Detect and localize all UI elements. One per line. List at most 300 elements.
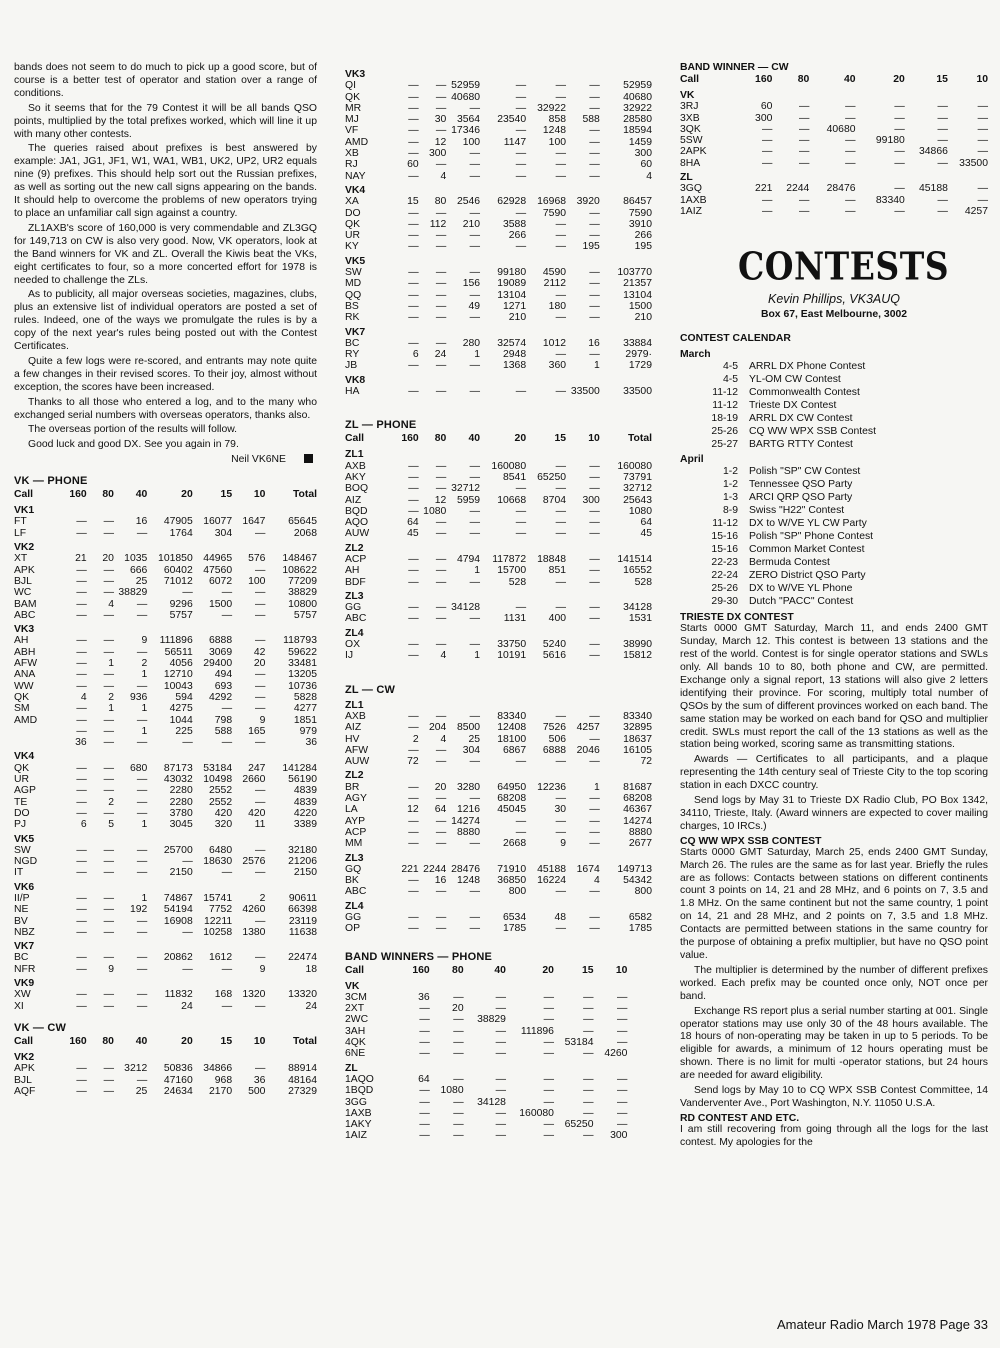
table-row [14,808,317,819]
table-row [680,183,988,194]
call-cell: ACP [345,826,367,838]
score-cell: — [408,218,419,230]
calendar-contest-name: Trieste DX Contest [749,400,837,412]
score-cell: 2677 [628,838,652,850]
group-label: VK [345,980,360,992]
calendar-entry [680,373,988,386]
score-cell: 7526 [542,722,567,734]
group-row [14,539,317,553]
paragraph: Send logs by May 31 to Trieste DX Radio Club, PO Box 1342, 34110, Trieste, Italy. (Award winners are expected to cover mailing charges, 10 IRCs.) [680,795,988,832]
score-cell: 8541 [502,471,527,483]
score-cell: — [408,460,419,472]
score-cell: 73791 [623,471,652,483]
paragraph: bands does not seem to do much to pick up a good score, but of course is a better test of operator and station over a range of conditions. [14,62,317,99]
score-cell: — [555,80,567,92]
col-header: 15 [936,74,948,85]
paragraph: Quite a few logs were re-scored, and entrants may note quite a few changes in their revised scores. To their joy, almost without exception, the scores have been increased. [14,355,317,393]
col-header: 10 [253,489,266,501]
calendar-contest-name: CQ WW WPX SSB Contest [749,426,877,438]
score-cell: 10800 [288,598,317,610]
score-cell: 7590 [628,207,652,219]
score-cell: 1729 [628,360,652,372]
score-cell: 108622 [282,564,317,576]
score-cell: — [762,135,773,147]
score-cell: 400 [548,613,567,625]
score-cell: 1012 [542,337,567,349]
score-cell: 594 [175,691,193,703]
score-cell: 5757 [293,609,317,621]
score-cell: 1320 [242,989,266,1001]
score-cell: 6 [80,819,87,831]
score-cell: — [555,517,567,529]
score-cell: — [103,856,114,868]
call-cell: 3AH [345,1025,366,1037]
score-cell: — [435,613,447,625]
score-cell: 45188 [537,863,567,875]
table-row [345,159,652,170]
score-cell: — [617,1085,628,1097]
score-cell: — [617,1073,628,1085]
vk-phone-heading: VK — PHONE [14,475,88,488]
score-cell: — [515,170,527,182]
score-cell: 156 [462,278,481,290]
score-cell: 300 [582,494,600,506]
score-cell: — [408,722,419,734]
table-row [14,516,317,527]
score-cell: — [543,1085,554,1097]
score-cell: — [408,815,419,827]
score-cell: — [515,80,527,92]
score-cell: 20862 [163,952,193,964]
score-cell: — [515,91,527,103]
score-cell: 6888 [208,635,233,647]
score-cell: — [408,602,419,614]
score-cell: — [589,312,600,324]
score-cell: 2280 [169,796,193,808]
score-cell: 148467 [282,553,317,565]
score-cell: 160080 [491,460,527,472]
score-cell: 52959 [623,80,652,92]
score-cell: 4794 [456,553,481,565]
score-cell: — [408,744,419,756]
score-cell: 44965 [203,553,233,565]
score-cell: 111896 [159,635,193,647]
score-cell: 32922 [623,102,652,114]
score-cell: 141514 [617,553,652,565]
table-row [14,647,317,658]
calendar-entry [680,517,988,530]
call-cell: 6NE [345,1048,366,1060]
score-cell: — [408,639,419,651]
table-row [345,495,652,506]
table-row [345,80,652,91]
score-cell: — [76,658,87,670]
paragraph: The overseas portion of the results will follow. [28,424,238,436]
score-cell: 13205 [288,669,317,681]
score-cell: 17346 [451,125,481,137]
score-cell: — [103,737,114,749]
score-cell: 2280 [169,785,193,797]
score-cell: 21206 [288,856,317,868]
score-cell: — [435,102,447,114]
score-cell: 528 [508,576,527,588]
score-cell: — [103,926,114,938]
score-cell: 1131 [503,613,527,625]
score-cell: 798 [214,714,233,726]
score-cell: 141284 [282,762,317,774]
score-cell: — [76,725,87,737]
calendar-date: 11-12 [712,400,738,412]
score-cell: — [76,796,87,808]
score-cell: — [555,91,567,103]
score-cell: — [555,793,567,805]
score-cell: 2552 [208,785,233,797]
score-cell: — [543,1130,554,1142]
score-cell: 320 [214,819,233,831]
call-cell: RJ [345,159,358,171]
signature [14,454,317,467]
score-cell: — [555,230,567,242]
score-cell: 25 [135,1085,148,1097]
score-cell: — [136,915,148,927]
table-row [680,158,988,169]
col-header: 80 [102,1035,114,1047]
score-cell: 1271 [502,300,527,312]
score-cell: 8704 [542,494,567,506]
score-cell: — [182,926,193,938]
call-cell: VF [345,125,359,137]
score-cell: — [76,989,87,1001]
score-cell: — [221,963,233,975]
score-cell: — [469,148,481,160]
score-cell: — [617,991,628,1003]
score-cell: — [408,912,419,923]
score-cell: 18637 [623,733,652,745]
score-cell: 5 [108,819,114,831]
col-header: Total [292,1035,317,1047]
score-cell: 16105 [623,744,652,756]
score-cell: — [221,609,233,621]
score-cell: — [221,737,233,749]
score-cell: 9 [259,963,266,975]
score-cell: — [894,205,905,217]
call-cell: 2APK [680,146,707,158]
group-row [14,621,317,635]
call-cell: AXB [345,710,366,722]
score-cell: — [589,793,600,805]
call-cell: XW [14,989,31,1001]
score-cell: 1 [141,669,148,681]
score-cell: 2 [412,733,419,745]
table-row [345,230,652,241]
table-row [345,208,652,219]
score-cell: — [103,516,114,528]
col-header: 160 [69,1035,87,1047]
score-cell: 16224 [537,875,567,887]
score-cell: 19089 [497,278,527,290]
score-cell: — [103,575,114,587]
score-cell: — [435,912,447,923]
score-cell: — [136,844,148,856]
score-cell: 28476 [451,863,481,875]
table-row [345,886,652,897]
score-cell: 72 [640,756,652,768]
score-cell: — [617,1003,628,1015]
score-cell: — [589,136,600,148]
score-cell: 3045 [169,819,193,831]
score-cell: — [103,1000,114,1012]
calendar-date: 22-23 [711,557,738,569]
score-cell: — [103,1074,114,1086]
score-cell: 100 [248,575,266,587]
table-row [14,658,317,669]
group-label: VK9 [14,978,35,990]
table-row [345,1014,627,1025]
col-header: Call [680,74,700,85]
table-row [345,650,652,661]
score-cell: 20 [434,781,447,793]
calendar-entry [680,582,988,595]
group-label: VK2 [14,542,35,554]
call-cell: WW [14,680,34,692]
score-cell: 2244 [786,183,810,195]
score-cell: — [435,267,447,279]
table-header-row [14,488,317,502]
score-cell: — [762,146,773,158]
score-cell: — [76,915,87,927]
table-row [345,864,652,875]
score-cell: — [255,915,266,927]
table-row [345,301,652,312]
score-cell: 33500 [959,157,988,169]
score-cell: — [255,587,266,599]
score-cell: — [408,505,419,517]
call-cell: BQD [345,505,368,517]
col-header: 10 [253,1035,266,1047]
score-cell: — [798,146,810,158]
table-row [345,554,652,565]
score-cell: — [515,386,527,398]
score-cell: — [76,575,87,587]
zl-phone-table [345,432,652,661]
table-row [345,1085,627,1096]
score-cell: — [76,609,87,621]
paragraph: So it seems that for the 79 Contest it will be all bands QSO points, multiplied by the total prefixes worked, which will line it up with many other contests. [14,102,317,140]
call-cell: AFW [345,744,369,756]
table-row [680,113,988,124]
score-cell: 4277 [293,703,317,715]
table-row [14,1086,317,1097]
vk-cw-heading: VK — CW [14,1021,67,1034]
call-cell: MM [345,838,363,850]
score-cell: 53184 [203,762,233,774]
score-cell: — [469,756,481,768]
call-cell: NGD [14,856,38,868]
score-cell: — [798,123,810,135]
score-cell: 1459 [628,136,652,148]
group-label: ZL [680,172,693,184]
score-cell: 4 [440,170,447,182]
score-cell: 9 [108,963,114,975]
call-cell: WC [14,587,32,599]
score-cell: 47160 [163,1074,193,1086]
score-cell: 20 [452,1003,464,1015]
score-cell: 666 [129,564,148,576]
score-cell: — [589,102,600,114]
score-cell: — [136,989,148,1001]
table-row [14,904,317,915]
score-cell: 2150 [169,867,193,879]
call-cell: AMD [14,714,38,726]
table-row [345,219,652,230]
score-cell: — [76,844,87,856]
score-cell: — [495,1130,506,1142]
calendar-contest-name: Tennessee QSO Party [749,479,853,491]
table-row [14,599,317,610]
group-label: VK7 [345,326,366,338]
group-label: ZL [345,1062,358,1074]
calendar-entry [680,399,988,412]
score-cell: — [583,1130,594,1142]
score-cell: — [589,505,600,517]
band-winners-phone-table [345,964,627,1142]
score-cell: 1 [474,565,481,577]
score-cell: — [469,517,481,529]
score-cell: 20 [253,658,266,670]
group-row [345,182,652,196]
call-cell [14,726,59,737]
score-cell: — [408,312,419,324]
score-cell: 99180 [875,135,905,147]
table-row [345,506,652,517]
score-cell: — [495,1073,506,1085]
calendar-date: 15-16 [711,531,738,543]
page-footer: Amateur Radio March 1978 Page 33 [776,1317,988,1332]
score-cell: — [543,1014,554,1026]
score-cell: 5757 [169,609,193,621]
score-cell: 7590 [542,207,567,219]
score-cell: — [617,1037,628,1049]
score-cell: 24634 [163,1085,193,1097]
score-cell: 30 [554,804,567,816]
score-cell: — [453,1096,464,1108]
calendar-contest-name: Commonwealth Contest [749,387,860,399]
score-cell: — [255,635,266,647]
score-cell: 33884 [623,337,652,349]
score-cell: 500 [248,1085,266,1097]
score-cell: — [469,912,481,923]
score-cell: — [76,774,87,786]
score-cell: 4839 [293,785,317,797]
score-cell: — [555,815,567,827]
table-row [345,912,652,923]
score-cell: — [469,528,481,540]
score-cell: 34128 [451,602,481,614]
score-cell: — [103,714,114,726]
score-cell: — [76,807,87,819]
group-label: ZL4 [345,627,364,639]
group-label: ZL2 [345,542,364,554]
score-cell: — [408,923,419,935]
call-cell: AIZ [345,722,362,734]
call-cell: XT [14,553,28,565]
table-row [345,461,652,472]
score-cell: 29400 [203,658,233,670]
score-cell: — [435,886,447,898]
col-header: 20 [181,489,193,501]
score-cell: — [589,471,600,483]
score-cell: — [937,123,948,135]
call-cell: II/P [14,892,30,904]
calendar-date: 15-16 [711,544,738,556]
table-row [345,137,652,148]
col-header: Call [14,489,34,501]
score-cell: 64950 [497,781,527,793]
score-cell: 2 [108,691,114,703]
score-cell: — [762,157,773,169]
group-row [14,938,317,952]
paragraph: I am still recovering from going through all the logs for the last contest. My apologies for the [680,1123,988,1148]
rd-heading: RD CONTEST AND ETC. [680,1112,800,1124]
table-row [345,816,652,827]
table-header-row [14,1035,317,1049]
group-row [345,697,652,711]
col-header: 15 [220,489,233,501]
score-cell: 5959 [456,494,481,506]
score-cell: — [453,1025,464,1037]
score-cell: 2552 [208,796,233,808]
score-cell: — [469,102,481,114]
score-cell: — [435,576,447,588]
call-cell: HA [345,386,360,398]
calendar-contest-name: ARCI QRP QSO Party [749,492,853,504]
score-cell: 12211 [203,915,233,927]
score-cell: — [435,312,447,324]
score-cell: 851 [548,565,567,577]
call-cell: TE [14,796,28,808]
table-header-row [680,73,988,87]
score-cell: — [589,289,600,301]
score-cell: — [76,635,87,647]
score-cell: 64 [407,517,419,529]
calendar-contest-name: BARTG RTTY Contest [749,439,853,451]
score-cell: — [136,527,148,539]
table-row [14,1001,317,1012]
table-row [14,1075,317,1086]
calendar-date: 25-26 [711,583,738,595]
call-cell: NAY [345,170,366,182]
score-cell: 936 [129,691,148,703]
score-cell: 8500 [456,722,481,734]
score-cell: 103770 [617,267,652,279]
score-cell: 24 [181,1000,193,1012]
score-cell: 33481 [288,658,317,670]
score-cell: — [555,576,567,588]
score-cell: 12408 [497,722,527,734]
col-header: 40 [468,433,481,445]
score-cell: 3212 [124,1063,148,1075]
table-row [14,867,317,878]
score-cell: 4275 [169,703,193,715]
calendar-date: 1-2 [722,479,738,491]
score-cell: — [937,101,948,113]
score-cell: — [555,886,567,898]
call-cell: BJL [14,1074,32,1086]
score-cell: — [103,646,114,658]
score-cell: 34128 [477,1096,506,1108]
calendar-entry [680,530,988,543]
table-row [680,124,988,135]
